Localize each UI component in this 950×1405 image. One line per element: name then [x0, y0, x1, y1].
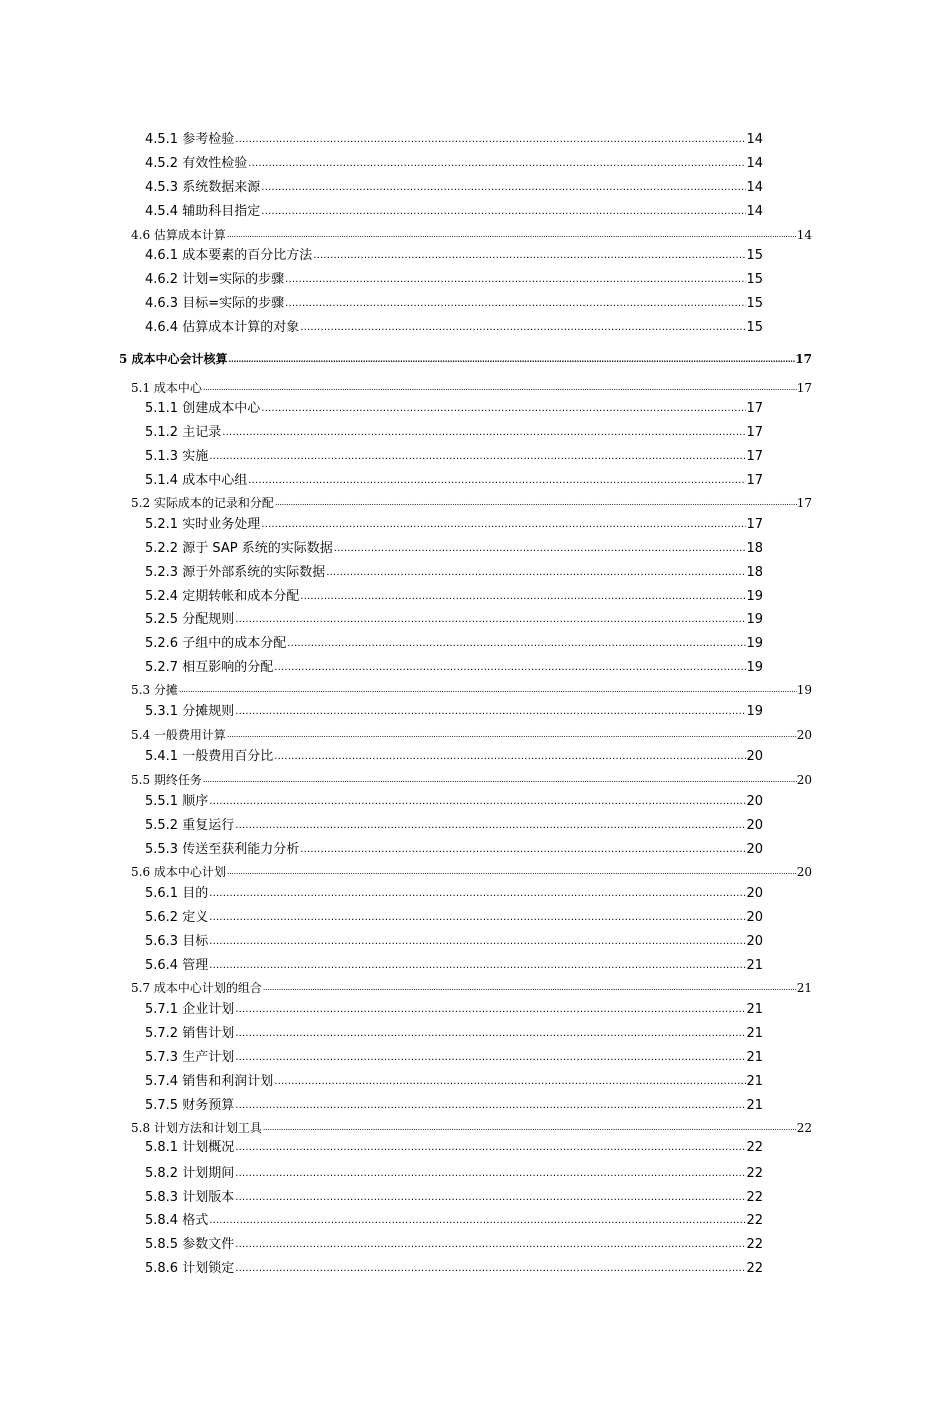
toc-dot-leader: [208, 1213, 746, 1229]
toc-page-number: 17: [746, 425, 763, 440]
toc-page-number: 19: [796, 683, 812, 697]
toc-dot-leader: [221, 425, 746, 441]
toc-entry-title: 5.2.6 子组中的成本分配: [145, 636, 287, 651]
toc-page-number: 21: [746, 1002, 763, 1017]
toc-dot-leader: [234, 1261, 746, 1277]
toc-dot-leader: [234, 1237, 746, 1253]
toc-subsection-entry[interactable]: [145, 1261, 763, 1277]
toc-subsection-entry[interactable]: [145, 886, 763, 902]
toc-page-number: 21: [796, 981, 812, 995]
toc-page-number: 21: [746, 1050, 763, 1065]
toc-page-number: 20: [746, 842, 763, 857]
toc-entry-title: 5.7 成本中心计划的组合: [131, 981, 262, 995]
toc-entry-title: 5.8.1 计划概况: [145, 1140, 235, 1155]
toc-subsection-entry[interactable]: [145, 1166, 763, 1182]
toc-page-number: 21: [746, 1026, 763, 1041]
toc-subsection-entry[interactable]: [145, 934, 763, 950]
toc-entry-title: 5.8.2 计划期间: [145, 1166, 235, 1181]
toc-section-entry[interactable]: [131, 727, 812, 743]
toc-dot-leader: [208, 886, 746, 902]
toc-page-number: 21: [746, 1098, 763, 1113]
toc-entry-title: 5.5.1 顺序: [145, 794, 209, 809]
toc-subsection-entry[interactable]: [145, 1237, 763, 1253]
toc-dot-leader: [273, 660, 746, 676]
toc-entry-title: 5.1.2 主记录: [145, 425, 222, 440]
toc-dot-leader: [286, 636, 746, 652]
toc-dot-leader: [260, 204, 746, 220]
toc-dot-leader: [226, 727, 797, 743]
toc-page-number: 22: [746, 1261, 763, 1276]
toc-entry-title: 5.4.1 一般费用百分比: [145, 749, 274, 764]
toc-entry-title: 5.2.5 分配规则: [145, 612, 235, 627]
toc-dot-leader: [299, 589, 746, 605]
toc-section-entry[interactable]: [131, 1120, 812, 1136]
toc-entry-title: 4.6.3 目标=实际的步骤: [145, 296, 285, 311]
toc-dot-leader: [333, 541, 747, 557]
toc-subsection-entry[interactable]: [145, 1098, 763, 1114]
toc-subsection-entry[interactable]: [145, 1074, 763, 1090]
toc-dot-leader: [260, 180, 746, 196]
toc-dot-leader: [247, 473, 746, 489]
toc-page-number: 22: [796, 1121, 812, 1135]
toc-page-number: 20: [746, 886, 763, 901]
toc-subsection-entry[interactable]: [145, 132, 763, 148]
toc-dot-leader: [260, 401, 746, 417]
toc-entry-title: 4.5.2 有效性检验: [145, 156, 248, 171]
toc-subsection-entry[interactable]: [145, 589, 763, 605]
toc-page-number: 17: [746, 473, 763, 488]
toc-dot-leader: [273, 1074, 746, 1090]
toc-page-number: 22: [746, 1166, 763, 1181]
toc-entry-title: 4.5.1 参考检验: [145, 132, 235, 147]
toc-entry-title: 5.8.5 参数文件: [145, 1237, 235, 1252]
toc-page-number: 17: [746, 449, 763, 464]
toc-subsection-entry[interactable]: [145, 1026, 763, 1042]
toc-dot-leader: [284, 272, 746, 288]
toc-page-number: 19: [746, 612, 763, 627]
toc-page-number: 20: [746, 794, 763, 809]
toc-page-number: 22: [746, 1140, 763, 1155]
toc-entry-title: 5.2.1 实时业务处理: [145, 517, 261, 532]
toc-page-number: 20: [746, 818, 763, 833]
toc-entry-title: 5.3 分摊: [131, 683, 178, 697]
toc-dot-leader: [274, 495, 797, 511]
toc-entry-title: 5.2.2 源于 SAP 系统的实际数据: [145, 541, 333, 556]
toc-entry-title: 5.6 成本中心计划: [131, 865, 226, 879]
toc-entry-title: 5.6.3 目标: [145, 934, 209, 949]
toc-section-entry[interactable]: [131, 682, 812, 698]
toc-dot-leader: [226, 227, 797, 243]
toc-dot-leader: [299, 842, 746, 858]
toc-dot-leader: [284, 296, 746, 312]
toc-subsection-entry[interactable]: [145, 749, 763, 765]
toc-page-number: 14: [746, 180, 763, 195]
toc-subsection-entry[interactable]: [145, 1213, 763, 1229]
toc-subsection-entry[interactable]: [145, 272, 763, 288]
toc-entry-title: 4.5.3 系统数据来源: [145, 180, 261, 195]
toc-page-number: 14: [796, 228, 812, 242]
toc-subsection-entry[interactable]: [145, 636, 763, 652]
toc-entry-title: 4.5.4 辅助科目指定: [145, 204, 261, 219]
toc-dot-leader: [208, 958, 746, 974]
toc-subsection-entry[interactable]: [145, 910, 763, 926]
toc-entry-title: 5.6.2 定义: [145, 910, 209, 925]
toc-entry-title: 5.8.3 计划版本: [145, 1190, 235, 1205]
toc-section-entry[interactable]: [131, 495, 812, 511]
toc-page-number: 19: [746, 589, 763, 604]
toc-dot-leader: [226, 864, 797, 880]
toc-entry-title: 4.6.4 估算成本计算的对象: [145, 320, 300, 335]
toc-entry-title: 5.4 一般费用计算: [131, 728, 226, 742]
toc-page-number: 15: [746, 248, 763, 263]
toc-page-number: 20: [796, 773, 812, 787]
toc-dot-leader: [262, 1120, 797, 1136]
toc-page-number: 18: [746, 541, 763, 556]
toc-page-number: 19: [746, 660, 763, 675]
toc-entry-title: 5.8.6 计划锁定: [145, 1261, 235, 1276]
toc-entry-title: 5.2.7 相互影响的分配: [145, 660, 274, 675]
toc-subsection-entry[interactable]: [145, 1190, 763, 1206]
toc-entry-title: 5.1 成本中心: [131, 381, 202, 395]
toc-entry-title: 4.6.1 成本要素的百分比方法: [145, 248, 313, 263]
toc-dot-leader: [228, 351, 796, 367]
toc-page-number: 17: [746, 517, 763, 532]
toc-entry-title: 5.5 期终任务: [131, 773, 202, 787]
toc-subsection-entry[interactable]: [145, 473, 763, 489]
toc-entry-title: 5.1.3 实施: [145, 449, 209, 464]
toc-dot-leader: [260, 517, 746, 533]
toc-dot-leader: [262, 980, 797, 996]
toc-subsection-entry[interactable]: [145, 296, 763, 312]
toc-page-number: 18: [746, 565, 763, 580]
toc-dot-leader: [202, 772, 797, 788]
toc-entry-title: 5.7.1 企业计划: [145, 1002, 235, 1017]
toc-subsection-entry[interactable]: [145, 1002, 763, 1018]
toc-dot-leader: [234, 818, 746, 834]
toc-dot-leader: [247, 156, 746, 172]
toc-subsection-entry[interactable]: [145, 204, 763, 220]
toc-page-number: 15: [746, 272, 763, 287]
toc-dot-leader: [234, 1140, 746, 1156]
toc-subsection-entry[interactable]: [145, 320, 763, 336]
toc-dot-leader: [234, 704, 746, 720]
toc-page-number: 21: [746, 958, 763, 973]
toc-page-number: 14: [746, 132, 763, 147]
toc-page-number: 14: [746, 156, 763, 171]
toc-entry-title: 5.8.4 格式: [145, 1213, 209, 1228]
toc-dot-leader: [234, 1098, 746, 1114]
toc-chapter-entry[interactable]: [119, 351, 812, 367]
toc-dot-leader: [208, 934, 746, 950]
toc-page-number: 14: [746, 204, 763, 219]
toc-dot-leader: [234, 1002, 746, 1018]
toc-entry-title: 5.7.5 财务预算: [145, 1098, 235, 1113]
toc-subsection-entry[interactable]: [145, 818, 763, 834]
toc-dot-leader: [299, 320, 746, 336]
toc-section-entry[interactable]: [131, 864, 812, 880]
toc-page-number: 17: [796, 496, 812, 510]
toc-subsection-entry[interactable]: [145, 401, 763, 417]
toc-subsection-entry[interactable]: [145, 156, 763, 172]
toc-page-number: 17: [746, 401, 763, 416]
toc-page-number: 17: [795, 352, 812, 366]
toc-dot-leader: [325, 565, 746, 581]
toc-subsection-entry[interactable]: [145, 1050, 763, 1066]
toc-section-entry[interactable]: [131, 772, 812, 788]
toc-page-number: 22: [746, 1190, 763, 1205]
toc-dot-leader: [178, 682, 797, 698]
toc-page-number: 22: [746, 1213, 763, 1228]
toc-dot-leader: [273, 749, 746, 765]
toc-entry-title: 5.2.3 源于外部系统的实际数据: [145, 565, 326, 580]
toc-entry-title: 5.8 计划方法和计划工具: [131, 1121, 262, 1135]
toc-entry-title: 5.7.3 生产计划: [145, 1050, 235, 1065]
toc-entry-title: 5.6.4 管理: [145, 958, 209, 973]
toc-page-number: 20: [796, 865, 812, 879]
toc-subsection-entry[interactable]: [145, 842, 763, 858]
toc-entry-title: 4.6 估算成本计算: [131, 228, 226, 242]
toc-dot-leader: [208, 449, 746, 465]
toc-section-entry[interactable]: [131, 380, 812, 396]
toc-dot-leader: [208, 910, 746, 926]
toc-entry-title: 5.5.2 重复运行: [145, 818, 235, 833]
toc-entry-title: 5.2.4 定期转帐和成本分配: [145, 589, 300, 604]
toc-dot-leader: [208, 794, 746, 810]
toc-dot-leader: [234, 1026, 746, 1042]
toc-dot-leader: [312, 248, 746, 264]
toc-page-number: 20: [746, 749, 763, 764]
toc-dot-leader: [234, 1166, 746, 1182]
toc-entry-title: 5.7.2 销售计划: [145, 1026, 235, 1041]
toc-page-number: 19: [746, 636, 763, 651]
toc-page-number: 15: [746, 320, 763, 335]
toc-page-number: 20: [746, 910, 763, 925]
toc-subsection-entry[interactable]: [145, 541, 763, 557]
toc-page-number: 20: [796, 728, 812, 742]
toc-entry-title: 5.3.1 分摊规则: [145, 704, 235, 719]
toc-entry-title: 4.6.2 计划=实际的步骤: [145, 272, 285, 287]
toc-subsection-entry[interactable]: [145, 612, 763, 628]
toc-entry-title: 5 成本中心会计核算: [119, 352, 228, 366]
toc-dot-leader: [202, 380, 797, 396]
toc-dot-leader: [234, 132, 746, 148]
toc-entry-title: 5.1.1 创建成本中心: [145, 401, 261, 416]
toc-subsection-entry[interactable]: [145, 794, 763, 810]
toc-dot-leader: [234, 612, 746, 628]
toc-section-entry[interactable]: [131, 980, 812, 996]
toc-page-number: 20: [746, 934, 763, 949]
toc-subsection-entry[interactable]: [145, 660, 763, 676]
toc-subsection-entry[interactable]: [145, 425, 763, 441]
toc-entry-title: 5.5.3 传送至获利能力分析: [145, 842, 300, 857]
toc-subsection-entry[interactable]: [145, 180, 763, 196]
toc-subsection-entry[interactable]: [145, 1140, 763, 1156]
toc-page-number: 15: [746, 296, 763, 311]
toc-entry-title: 5.7.4 销售和利润计划: [145, 1074, 274, 1089]
toc-subsection-entry[interactable]: [145, 517, 763, 533]
toc-subsection-entry[interactable]: [145, 704, 763, 720]
toc-entry-title: 5.1.4 成本中心组: [145, 473, 248, 488]
toc-subsection-entry[interactable]: [145, 248, 763, 264]
toc-page-number: 17: [796, 381, 812, 395]
toc-entry-title: 5.2 实际成本的记录和分配: [131, 496, 274, 510]
toc-page-number: 22: [746, 1237, 763, 1252]
toc-subsection-entry[interactable]: [145, 565, 763, 581]
toc-dot-leader: [234, 1050, 746, 1066]
toc-entry-title: 5.6.1 目的: [145, 886, 209, 901]
toc-subsection-entry[interactable]: [145, 958, 763, 974]
toc-section-entry[interactable]: [131, 227, 812, 243]
toc-page-number: 21: [746, 1074, 763, 1089]
toc-page-number: 19: [746, 704, 763, 719]
toc-subsection-entry[interactable]: [145, 449, 763, 465]
toc-dot-leader: [234, 1190, 746, 1206]
